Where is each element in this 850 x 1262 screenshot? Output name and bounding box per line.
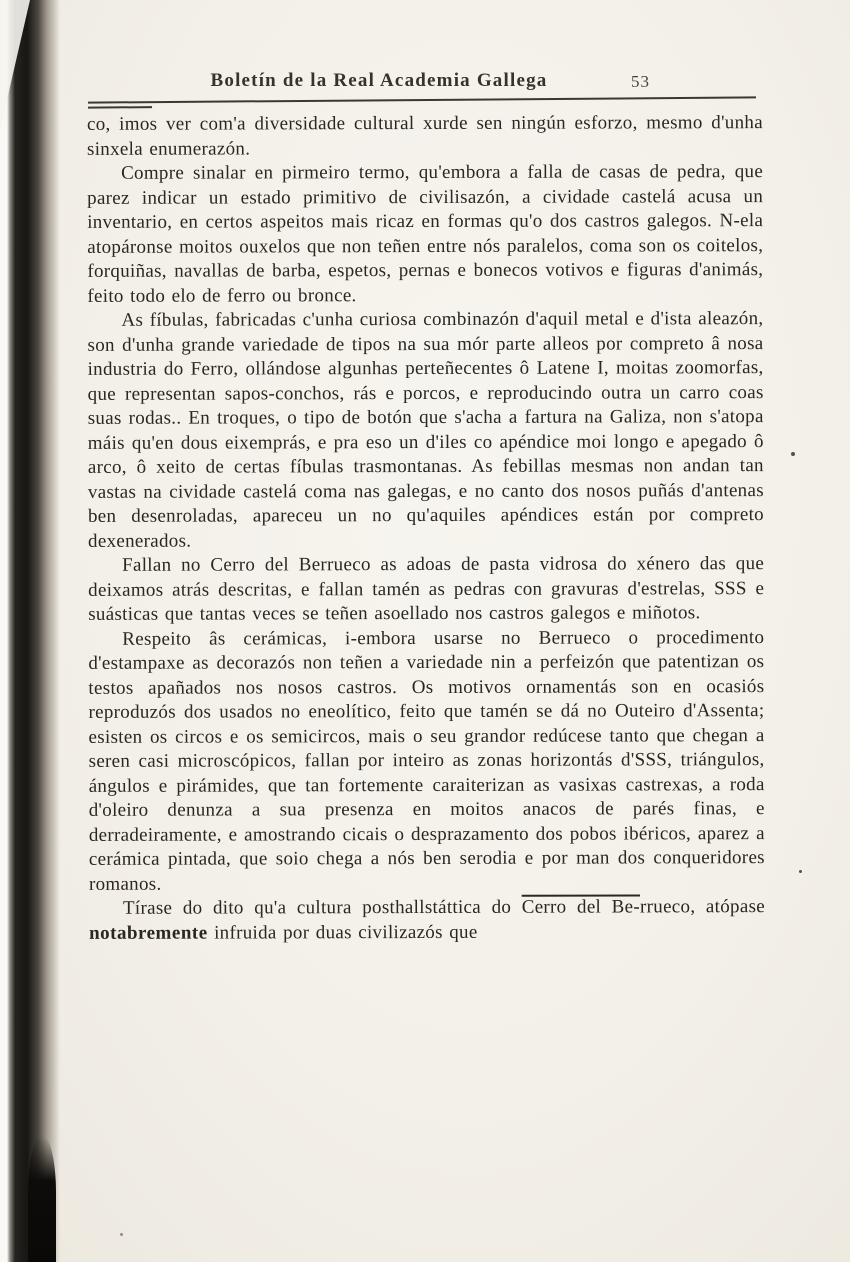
rule-line (88, 96, 756, 103)
page-number: 53 (631, 72, 650, 91)
paragraph (89, 895, 765, 946)
header-rule (88, 96, 756, 108)
page-header (88, 70, 762, 96)
overlined-phrase: Cerro del Be- (521, 896, 641, 918)
binding-top-wedge (0, 0, 30, 130)
paragraph-segment: Tírase do dito qu'a cultura posthallstáttica do (122, 896, 522, 919)
journal-title: Boletín de la Real Academia Gallega (210, 70, 548, 91)
paragraph: co, imos ver com'a diversidade cultural xurde sen ningún esforzo, mesmo d'unha sinxela enumerazón. (86, 112, 763, 160)
paragraph-segment: infruida por duas civilizazós que (207, 921, 478, 944)
paragraph: As fíbulas, fabricadas c'unha curiosa combinazón d'aquil metal e d'ista aleazón, son d'unha grande variedade de tipos na sua mór parte alleos por compreto â nosa industria do Ferro, ollándose algunhas perteñecentes ô Latene I, moitas zoomorfas, que representan sapos-conchos, rás e porcos, e reproducindo outra un carro coas suas rodas.. En troques, o tipo de botón que s'acha a fartura na Galiza, non s'atopa máis qu'en dous eixemprás, e pra eso un d'iles co apéndice moi longo e apegado ô arco, ô xeito de certas fíbulas trasmontanas. As febillas mesmas non andan tan vastas na cividade castelá coma nas galegas, e no canto dos nosos puñás d'antenas ben desenroladas, apareceu un no qu'aquiles apéndices están por compreto dexenerados. (87, 308, 764, 552)
scan-speck (120, 1233, 123, 1236)
rule-dash (88, 106, 152, 108)
paragraph-segment: rrueco, atópase (639, 896, 766, 918)
page-text (87, 111, 765, 946)
emphasized-word: notabremente (89, 922, 208, 944)
binding-shadow (0, 0, 60, 1262)
paragraph: Respeito âs cerámicas, i-embora usarse no Berrueco o procedimento d'estampaxe as decorazós non teñen a variedade nin a perfeizón que patentizan os testos apañados nos nosos castros. Os motivos ornamentás son en ocasiós reproduzós dos usados no eneolítico, feito que tamén se dá no Outeiro d'Assenta; esisten os circos e os semicircos, mais o seu grandor redúcese tanto que chegan a seren casi microscópicos, fallan por inteiro as zonas horizontás d'SSS, triángulos, ángulos e pirámides, que tan fortemente caraiterizan as vasixas castrexas, a roda d'oleiro denunza a sua presenza en moitos anacos de parés finas, e derradeiramente, e amostrando cicais o desprazamento dos pobos ibéricos, aparez a cerámica pintada, que soio chega a nós ben serodia e por man dos conqueridores romanos. (88, 626, 765, 895)
paragraph: Fallan no Cerro del Berrueco as adoas de pasta vidrosa do xénero das que deixamos atrás descritas, e fallan tamén as pedras con gravuras d'estrelas, SSS e suásticas que tantas veces se teñen asoellado nos castros galegos e miñotos. (88, 553, 765, 625)
paragraph: Compre sinalar en pirmeiro termo, qu'embora a falla de casas de pedra, que parez indicar un estado primitivo de civilisazón, a cividade castelá acusa un inventario, en certos aspeitos mais ricaz en formas qu'o dos castros galegos. N-ela atopáronse moitos ouxelos que non teñen entre nós paralelos, coma son os coitelos, forquiñas, navallas de barba, espetos, pernas e bonecos votivos e figuras d'animás, feito todo elo de ferro ou bronce. (87, 161, 764, 307)
scan-speck (799, 870, 802, 873)
scan-speck (791, 452, 795, 456)
binding-bottom-blob (28, 1137, 56, 1262)
